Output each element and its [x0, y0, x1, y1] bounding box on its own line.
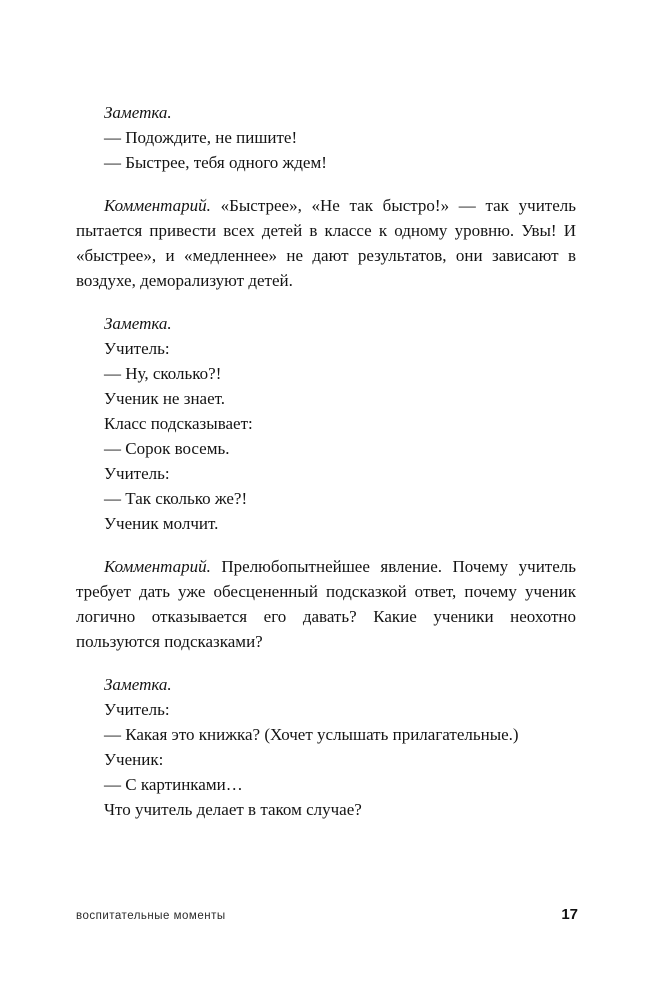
dialog-line: Ученик молчит.: [104, 514, 219, 533]
comment-block-1: [76, 193, 576, 293]
dialog-line: — Ну, сколько?!: [104, 364, 222, 383]
dialog-line: Учитель:: [104, 464, 170, 483]
comment-lead-label: Комментарий.: [104, 557, 211, 576]
dialog-line: — Подождите, не пишите!: [104, 128, 298, 147]
note-block-3: [76, 672, 576, 822]
note-block-2: [76, 311, 576, 536]
dialog-line: Класс подсказывает:: [104, 414, 253, 433]
dialog-line: — Так сколько же?!: [104, 489, 248, 508]
comment-block-2: [76, 554, 576, 654]
dialog-line: Что учитель делает в таком случае?: [104, 800, 362, 819]
dialog-line: Ученик не знает.: [104, 389, 226, 408]
page-number: 17: [561, 906, 578, 923]
dialog-line: — Быстрее, тебя одного ждем!: [104, 153, 327, 172]
dialog-line: Учитель:: [104, 700, 170, 719]
dialog-line: Ученик:: [104, 750, 164, 769]
dialog-line: — С картинками…: [104, 775, 243, 794]
running-title: воспитательные моменты: [76, 910, 226, 922]
page-content: [76, 100, 576, 822]
note-heading: Заметка.: [104, 675, 172, 694]
comment-lead-label: Комментарий.: [104, 196, 211, 215]
comment-paragraph: [76, 193, 576, 293]
dialog-line: — Сорок восемь.: [104, 439, 230, 458]
comment-paragraph: [76, 554, 576, 654]
comment-text: Прелюбопытнейшее явление. Почему учитель требует дать уже обесцененный подсказкой ответ, почему ученик логично отказывается его давать? Какие ученики неохотно пользуются подсказками?: [76, 557, 576, 651]
page-footer: [76, 906, 578, 923]
dialog-line: — Какая это книжка? (Хочет услышать прилагательные.): [104, 725, 519, 744]
note-heading: Заметка.: [104, 314, 172, 333]
dialog-line: Учитель:: [104, 339, 170, 358]
note-heading: Заметка.: [104, 103, 172, 122]
comment-text: «Быстрее», «Не так быстро!» — так учитель пытается привести всех детей в классе к одному уровню. Увы! И «быстрее», и «медленнее» не дают результатов, они зависают в воздухе, деморализуют детей.: [76, 196, 576, 290]
note-block-1: [76, 100, 576, 175]
